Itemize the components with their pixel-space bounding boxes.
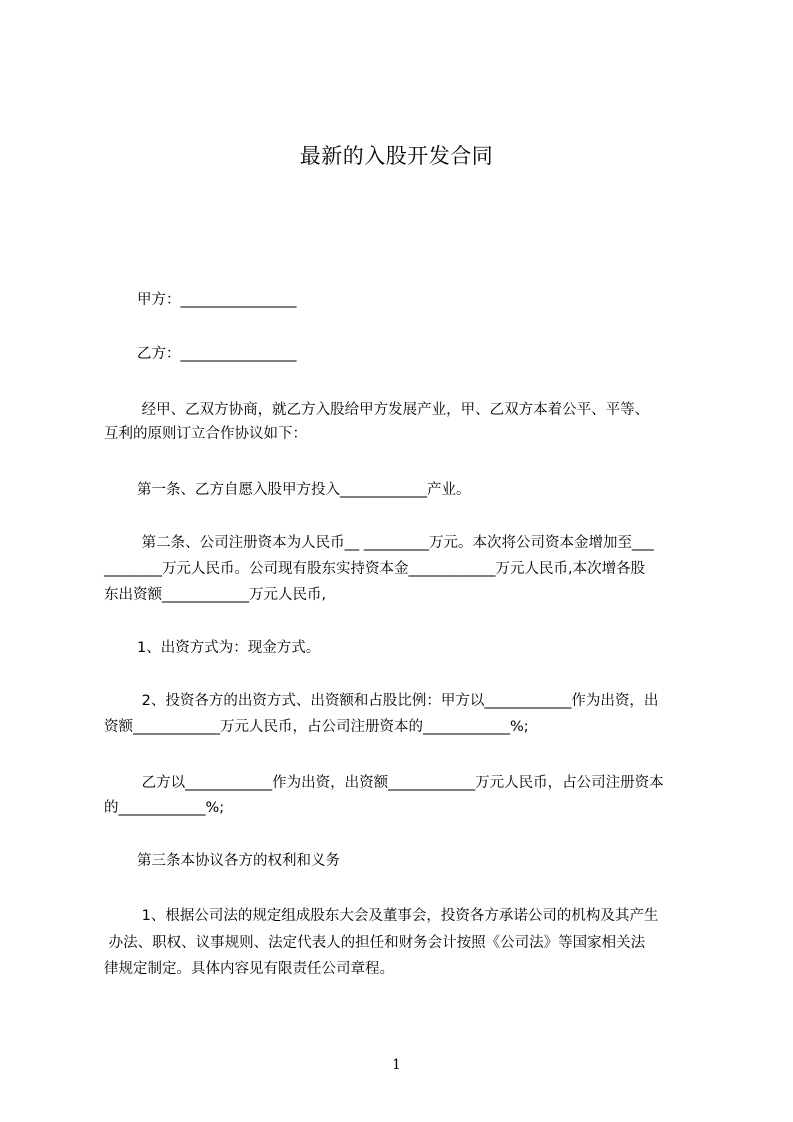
party-b-contribution-line-1: 乙方以____________作为出资，出资额____________万元人民币，占公司注册资本: [137, 775, 664, 791]
party-b-contribution-line-2: 的____________%;: [104, 800, 225, 816]
party-b-line: 乙方：________________: [137, 346, 297, 362]
article-3-clause-1-line-2: 办法、职权、议事规则、法定代表人的担任和财务会计按照《公司法》等国家相关法: [104, 935, 646, 951]
article-3-heading: 第三条本协议各方的权利和义务: [137, 853, 340, 869]
clause-1-line: 1、出资方式为：现金方式。: [137, 640, 321, 656]
preamble-line-1: 经甲、乙双方协商，就乙方入股给甲方发展产业，甲、乙双方本着公平、平等、: [137, 402, 650, 418]
clause-2-line-2: 资额____________万元人民币，占公司注册资本的____________%;: [104, 719, 529, 735]
clause-2-line-1: 2、投资各方的出资方式、出资额和占股比例：甲方以____________作为出资，出: [137, 693, 659, 709]
article-2-line-2: ________万元人民币。公司现有股东实持资本金____________万元人民币,本次增各股: [104, 561, 646, 577]
article-3-clause-1-line-1: 1、根据公司法的规定组成股东大会及董事会，投资各方承诺公司的机构及其产生: [137, 908, 659, 924]
preamble-line-2: 互利的原则订立合作协议如下：: [104, 426, 307, 442]
article-3-clause-1-line-3: 律规定制定。具体内容见有限责任公司章程。: [104, 961, 394, 977]
page-number: 1: [392, 1057, 401, 1073]
article-2-line-1: 第二条、公司注册资本为人民币__ _________万元。本次将公司资本金增加至___: [137, 535, 654, 551]
article-2-line-3: 东出资额____________万元人民币,: [104, 587, 327, 603]
document-title: 最新的入股开发合同: [299, 144, 494, 168]
party-a-line: 甲方：________________: [137, 292, 297, 308]
article-1-line: 第一条、乙方自愿入股甲方投入____________产业。: [137, 482, 471, 498]
